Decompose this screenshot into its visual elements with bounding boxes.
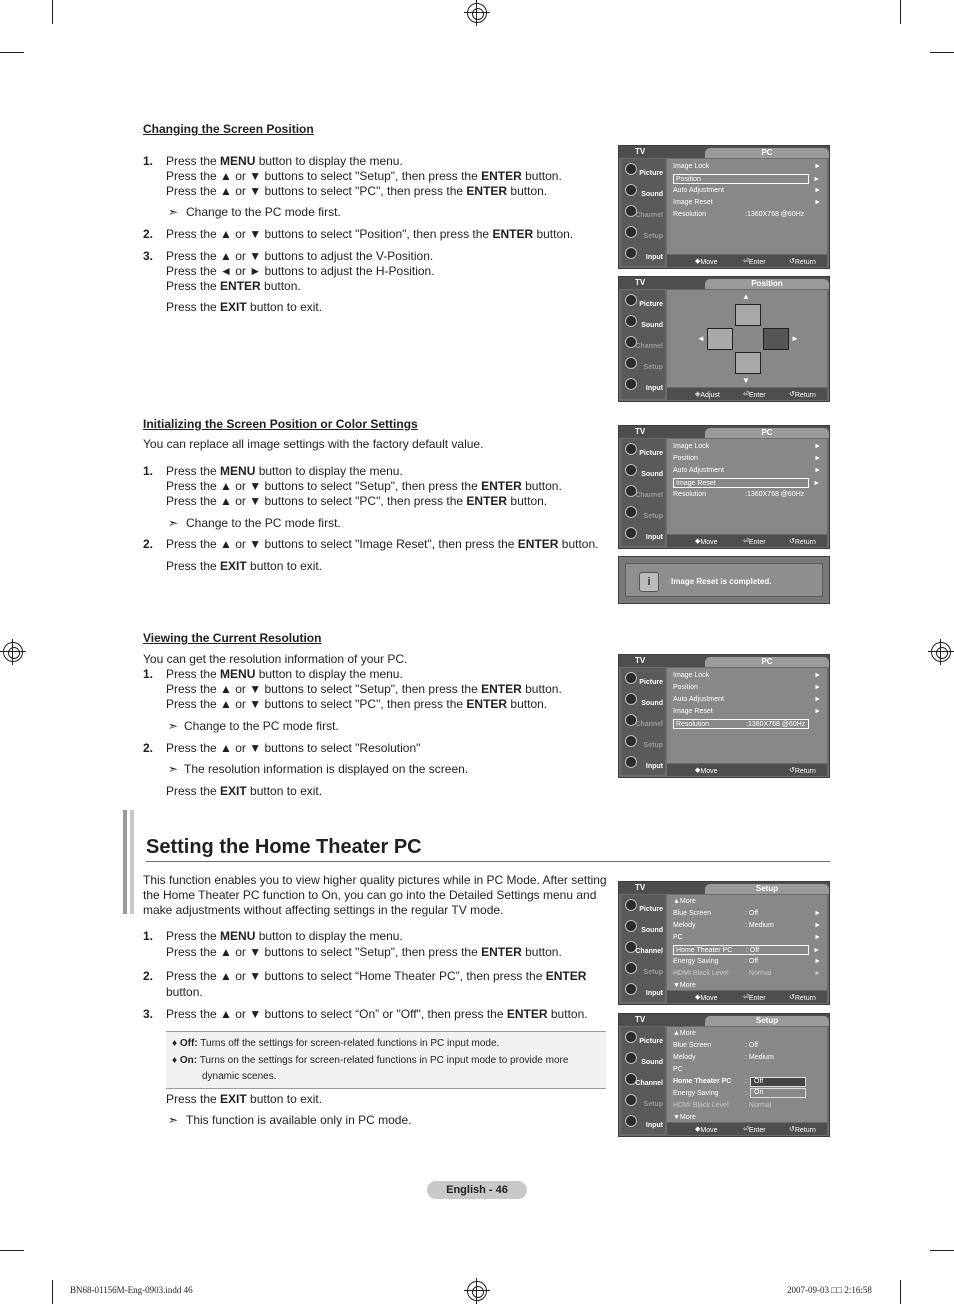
exit-text: Press the EXIT button to exit. xyxy=(166,300,323,314)
decor-bar xyxy=(123,810,127,914)
menu-side-sound[interactable]: Sound xyxy=(623,918,665,938)
sound-icon xyxy=(625,464,637,476)
menu-item[interactable]: Resolution :1360X768 @60Hz xyxy=(673,491,805,498)
menu-tv-label: TV xyxy=(635,1015,646,1024)
option-on: ♦ On: Turns on the settings for screen-related functions in PC input mode to provide more xyxy=(172,1055,569,1066)
menu-footer: ◈ Adjust ⏎ Enter ↺ Return xyxy=(667,388,827,400)
menu-item-selected[interactable]: Home Theater PC : Off ► xyxy=(673,945,809,955)
step-text: Press the MENU button to display the menu. xyxy=(166,154,403,168)
sound-icon xyxy=(625,693,637,705)
menu-item-selected[interactable]: Image Reset ► xyxy=(673,478,809,488)
crop-mark xyxy=(52,1280,53,1304)
menu-item[interactable]: Image Lock ► xyxy=(673,163,821,170)
right-arrow-icon[interactable]: ► xyxy=(791,334,799,343)
crop-mark xyxy=(900,0,901,24)
position-box-top xyxy=(735,304,761,326)
sound-icon xyxy=(625,920,637,932)
registration-mark-icon xyxy=(931,642,951,662)
menu-side-input[interactable]: Input xyxy=(623,754,665,774)
tv-menu-setup xyxy=(618,881,830,1005)
step-text: Press the ▲ or ▼ buttons to select “On” or "Off", then press the ENTER button. xyxy=(166,1007,588,1021)
menu-item[interactable]: Image Lock ► xyxy=(673,672,821,679)
setup-icon xyxy=(625,735,637,747)
tv-menu-position xyxy=(618,276,830,402)
menu-item[interactable]: Energy Saving : xyxy=(673,1090,747,1097)
menu-tv-label: TV xyxy=(635,883,646,892)
intro-line: make adjustments without affecting settings in the regular TV mode. xyxy=(143,903,504,917)
crop-mark xyxy=(930,1250,954,1251)
setup-icon xyxy=(625,226,637,238)
sound-icon xyxy=(625,1052,637,1064)
registration-mark-icon xyxy=(467,3,487,23)
step-text: Press the ▲ or ▼ buttons to select "PC", then press the ENTER button. xyxy=(166,184,548,198)
menu-side-channel[interactable]: Channel xyxy=(623,712,665,732)
picture-icon xyxy=(625,443,637,455)
menu-title: PC xyxy=(705,428,829,438)
step-text: Press the MENU button to display the menu. xyxy=(166,667,403,681)
menu-title: Position xyxy=(705,279,829,289)
note-arrow-icon: ➣ xyxy=(168,516,179,530)
step-text: Press the ▲ or ▼ buttons to select "Setup", then press the ENTER button. xyxy=(166,479,562,493)
menu-side-sound[interactable]: Sound xyxy=(623,1050,665,1070)
sound-icon xyxy=(625,184,637,196)
menu-item[interactable]: Melody : Medium xyxy=(673,1054,774,1061)
step-number: 2. xyxy=(143,227,154,241)
step-text: Press the ▲ or ▼ buttons to select "Setup", then press the ENTER button. xyxy=(166,682,562,696)
menu-more-up[interactable]: ▲More xyxy=(673,898,696,905)
option-off[interactable]: Off xyxy=(750,1077,806,1087)
step-text: Press the ▲ or ▼ buttons to select "PC", then press the ENTER button. xyxy=(166,494,548,508)
position-box-left xyxy=(707,328,733,350)
message-text: Image Reset is completed. xyxy=(671,577,772,586)
menu-item[interactable]: Auto Adjustment ► xyxy=(673,696,821,703)
menu-item[interactable]: Position ► xyxy=(673,455,821,462)
note-arrow-icon: ➣ xyxy=(168,1113,179,1127)
menu-side-setup[interactable]: Setup xyxy=(623,1092,665,1112)
exit-text: Press the EXIT button to exit. xyxy=(166,1092,323,1106)
menu-footer: ◆ Move ⏎ Enter ↺ Return xyxy=(667,255,827,267)
picture-icon xyxy=(625,899,637,911)
setup-icon xyxy=(625,1094,637,1106)
tv-menu-pc xyxy=(618,654,830,778)
step-number: 2. xyxy=(143,537,154,551)
menu-item[interactable]: Blue Screen : Off ► xyxy=(673,910,821,917)
menu-side-sound[interactable]: Sound xyxy=(623,313,665,333)
input-icon xyxy=(625,983,637,995)
tv-menu-setup xyxy=(618,1013,830,1137)
position-box-right xyxy=(763,328,789,350)
position-box-bottom xyxy=(735,352,761,374)
menu-side-input[interactable]: Input xyxy=(623,525,665,545)
menu-item[interactable]: Resolution :1360X768 @60Hz xyxy=(673,211,805,218)
step-text: Press the ◄ or ► buttons to adjust the H-Position. xyxy=(166,264,435,278)
step-number: 1. xyxy=(143,464,154,478)
setup-icon xyxy=(625,962,637,974)
menu-side-input[interactable]: Input xyxy=(623,981,665,1001)
menu-side-input[interactable]: Input xyxy=(623,245,665,265)
registration-mark-icon xyxy=(3,642,23,662)
menu-side-picture[interactable]: Picture xyxy=(623,292,665,312)
crop-mark xyxy=(0,52,24,53)
step-number: 3. xyxy=(143,249,154,263)
menu-item[interactable]: Position ► xyxy=(673,684,821,691)
exit-text: Press the EXIT button to exit. xyxy=(166,784,323,798)
menu-side-picture[interactable]: Picture xyxy=(623,897,665,917)
step-text: Press the MENU button to display the menu. xyxy=(166,929,403,943)
input-icon xyxy=(625,527,637,539)
menu-more-down[interactable]: ▼More xyxy=(673,982,696,989)
sound-icon xyxy=(625,315,637,327)
step-text: Press the ▲ or ▼ buttons to adjust the V-Position. xyxy=(166,249,434,263)
input-icon xyxy=(625,378,637,390)
option-off: ♦ Off: Turns off the settings for screen-related functions in PC input mode. xyxy=(172,1038,500,1049)
option-on-cont: dynamic scenes. xyxy=(202,1071,277,1082)
step-number: 2. xyxy=(143,741,154,755)
menu-item[interactable]: Melody : Medium ► xyxy=(673,922,821,929)
note-arrow-icon: ➣ xyxy=(168,205,179,219)
decor-bar xyxy=(130,810,134,914)
menu-more-up[interactable]: ▲More xyxy=(673,1030,696,1037)
step-number: 3. xyxy=(143,1007,154,1021)
menu-side-picture[interactable]: Picture xyxy=(623,161,665,181)
menu-item[interactable]: Image Reset ► xyxy=(673,199,821,206)
setup-icon xyxy=(625,357,637,369)
menu-item[interactable]: Auto Adjustment ► xyxy=(673,467,821,474)
menu-more-down[interactable]: ▼More xyxy=(673,1114,696,1121)
intro-line: This function enables you to view higher quality pictures while in PC Mode. After setting xyxy=(143,873,607,887)
step-number: 1. xyxy=(143,667,154,681)
menu-item[interactable]: Home Theater PC : xyxy=(673,1078,747,1085)
menu-item[interactable]: PC xyxy=(673,1066,683,1073)
menu-side-channel[interactable]: Channel xyxy=(623,939,665,959)
menu-item[interactable]: HDMI Black Level : Normal xyxy=(673,1102,772,1109)
page-title: Setting the Home Theater PC xyxy=(146,836,422,858)
menu-item[interactable]: Auto Adjustment ► xyxy=(673,187,821,194)
info-icon: i xyxy=(639,572,659,592)
tv-message-box xyxy=(618,556,830,604)
menu-side-setup[interactable]: Setup xyxy=(623,355,665,375)
section-heading: Initializing the Screen Position or Color Settings xyxy=(143,417,418,431)
menu-side-sound[interactable]: Sound xyxy=(623,182,665,202)
section-intro: You can get the resolution information of your PC. xyxy=(143,652,408,666)
tv-menu-pc xyxy=(618,145,830,269)
menu-title: Setup xyxy=(705,884,829,894)
menu-item[interactable]: HDMI Black Level : Normal ► xyxy=(673,970,821,977)
step-text: Press the ▲ or ▼ buttons to select "Resolution" xyxy=(166,741,421,755)
step-text: Press the ▲ or ▼ buttons to select "PC", then press the ENTER button. xyxy=(166,697,548,711)
menu-side-channel[interactable]: Channel xyxy=(623,334,665,354)
menu-side-picture[interactable]: Picture xyxy=(623,441,665,461)
menu-item[interactable]: PC ► xyxy=(673,934,821,941)
menu-side-setup[interactable]: Setup xyxy=(623,960,665,980)
menu-footer: ◆ Move ⏎ Enter ↺ Return xyxy=(667,991,827,1003)
page-number: English - 46 xyxy=(427,1181,527,1199)
exit-text: Press the EXIT button to exit. xyxy=(166,559,323,573)
step-text: button. xyxy=(166,985,203,999)
menu-item-selected[interactable]: Position ► xyxy=(673,174,809,184)
step-text: Press the ▲ or ▼ buttons to select "Setup", then press the ENTER button. xyxy=(166,169,562,183)
menu-title: PC xyxy=(705,148,829,158)
menu-side-setup[interactable]: Setup xyxy=(623,504,665,524)
step-text: Press the ENTER button. xyxy=(166,279,301,293)
menu-tv-label: TV xyxy=(635,147,646,156)
menu-side-sound[interactable]: Sound xyxy=(623,462,665,482)
menu-side-channel[interactable]: Channel xyxy=(623,483,665,503)
step-number: 2. xyxy=(143,969,154,983)
menu-side-setup[interactable]: Setup xyxy=(623,224,665,244)
input-icon xyxy=(625,1115,637,1127)
crop-mark xyxy=(0,1250,24,1251)
menu-item[interactable]: Image Reset ► xyxy=(673,708,821,715)
section-intro: You can replace all image settings with the factory default value. xyxy=(143,437,484,451)
note: ➣ This function is available only in PC mode. xyxy=(168,1113,412,1127)
menu-tv-label: TV xyxy=(635,656,646,665)
menu-side-input[interactable]: Input xyxy=(623,376,665,396)
menu-item-selected[interactable]: Resolution :1360X768 @60Hz xyxy=(673,719,809,729)
menu-side-channel[interactable]: Channel xyxy=(623,203,665,223)
section-heading: Changing the Screen Position xyxy=(143,122,314,136)
picture-icon xyxy=(625,1031,637,1043)
picture-icon xyxy=(625,163,637,175)
step-text: Press the ▲ or ▼ buttons to select "Position", then press the ENTER button. xyxy=(166,227,574,241)
menu-side-channel[interactable]: Channel xyxy=(623,1071,665,1091)
print-slug-left: BN68-01156M-Eng-0903.indd 46 xyxy=(70,1285,193,1295)
note-arrow-icon: ➣ xyxy=(168,762,179,776)
menu-footer: ◆ Move ↺ Return xyxy=(667,764,827,776)
left-arrow-icon[interactable]: ◄ xyxy=(697,334,705,343)
up-arrow-icon[interactable]: ▲ xyxy=(742,292,750,301)
menu-side-picture[interactable]: Picture xyxy=(623,1029,665,1049)
options-box xyxy=(166,1031,606,1089)
step-text: Press the ▲ or ▼ buttons to select "Setup", then press the ENTER button. xyxy=(166,945,562,959)
picture-icon xyxy=(625,294,637,306)
menu-item[interactable]: Energy Saving : Off ► xyxy=(673,958,821,965)
crop-mark xyxy=(930,52,954,53)
menu-side-picture[interactable]: Picture xyxy=(623,670,665,690)
step-number: 1. xyxy=(143,929,154,943)
input-icon xyxy=(625,247,637,259)
menu-footer: ◆ Move ⏎ Enter ↺ Return xyxy=(667,535,827,547)
registration-mark-icon xyxy=(467,1281,487,1301)
note: ➣ Change to the PC mode first. xyxy=(168,205,341,219)
note-arrow-icon: ➣ xyxy=(168,719,179,733)
menu-side-input[interactable]: Input xyxy=(623,1113,665,1133)
section-heading: Viewing the Current Resolution xyxy=(143,631,322,645)
step-text: Press the ▲ or ▼ buttons to select "Image Reset", then press the ENTER button. xyxy=(166,537,599,551)
tv-menu-pc xyxy=(618,425,830,549)
down-arrow-icon[interactable]: ▼ xyxy=(742,376,750,385)
note: ➣ Change to the PC mode first. xyxy=(168,516,341,530)
menu-tv-label: TV xyxy=(635,427,646,436)
picture-icon xyxy=(625,672,637,684)
crop-mark xyxy=(52,0,53,24)
step-number: 1. xyxy=(143,154,154,168)
menu-tv-label: TV xyxy=(635,278,646,287)
note: ➣ The resolution information is displayed on the screen. xyxy=(168,762,469,776)
print-slug-right: 2007-09-03 □□ 2:16:58 xyxy=(787,1285,872,1295)
intro-line: the Home Theater PC function to On, you can go into the Detailed Settings menu and xyxy=(143,888,597,902)
note: ➣ Change to the PC mode first. xyxy=(168,719,339,733)
step-text: Press the ▲ or ▼ buttons to select “Home Theater PC”, then press the ENTER xyxy=(166,969,587,983)
input-icon xyxy=(625,756,637,768)
title-divider xyxy=(146,861,830,862)
menu-title: Setup xyxy=(705,1016,829,1026)
option-on[interactable]: On xyxy=(750,1088,806,1098)
menu-side-sound[interactable]: Sound xyxy=(623,691,665,711)
menu-item[interactable]: Image Lock ► xyxy=(673,443,821,450)
setup-icon xyxy=(625,506,637,518)
crop-mark xyxy=(900,1280,901,1304)
menu-title: PC xyxy=(705,657,829,667)
step-text: Press the MENU button to display the menu. xyxy=(166,464,403,478)
menu-footer: ◆ Move ⏎ Enter ↺ Return xyxy=(667,1123,827,1135)
menu-side-setup[interactable]: Setup xyxy=(623,733,665,753)
menu-item[interactable]: Blue Screen : Off xyxy=(673,1042,759,1049)
